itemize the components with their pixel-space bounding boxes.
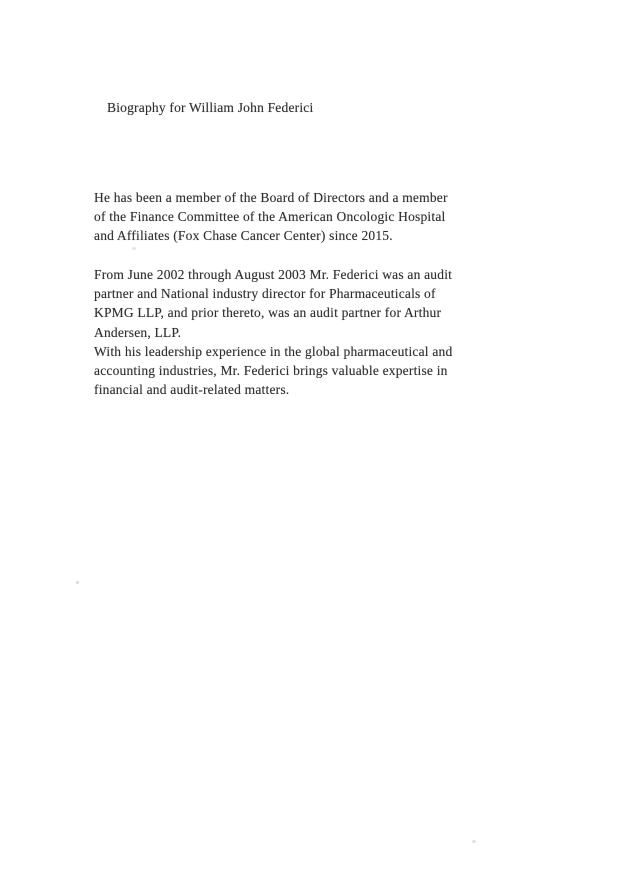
- text-line: of the Finance Committee of the American Oncologic Hospital: [94, 209, 446, 225]
- scan-artifact-speck: [472, 840, 476, 843]
- text-line: partner and National industry director for Pharmaceuticals of: [94, 286, 436, 302]
- text-line: accounting industries, Mr. Federici brings valuable expertise in: [94, 363, 448, 379]
- text-line: With his leadership experience in the global pharmaceutical and: [94, 343, 453, 359]
- text-line: KPMG LLP, and prior thereto, was an audit partner for Arthur: [94, 305, 442, 321]
- text-line: Andersen, LLP.: [94, 324, 182, 340]
- scan-artifact-speck: [132, 247, 136, 250]
- text-line: and Affiliates (Fox Chase Cancer Center) since 2015.: [94, 228, 393, 244]
- document-title: Biography for William John Federici: [107, 100, 314, 115]
- paragraph-career-history: [94, 265, 452, 399]
- text-line: financial and audit-related matters.: [94, 382, 290, 398]
- text-line: From June 2002 through August 2003 Mr. Federici was an audit: [94, 267, 453, 282]
- paragraph-board-membership: [94, 188, 448, 246]
- scan-artifact-speck: [76, 581, 79, 584]
- text-line: He has been a member of the Board of Directors and a member: [94, 190, 448, 205]
